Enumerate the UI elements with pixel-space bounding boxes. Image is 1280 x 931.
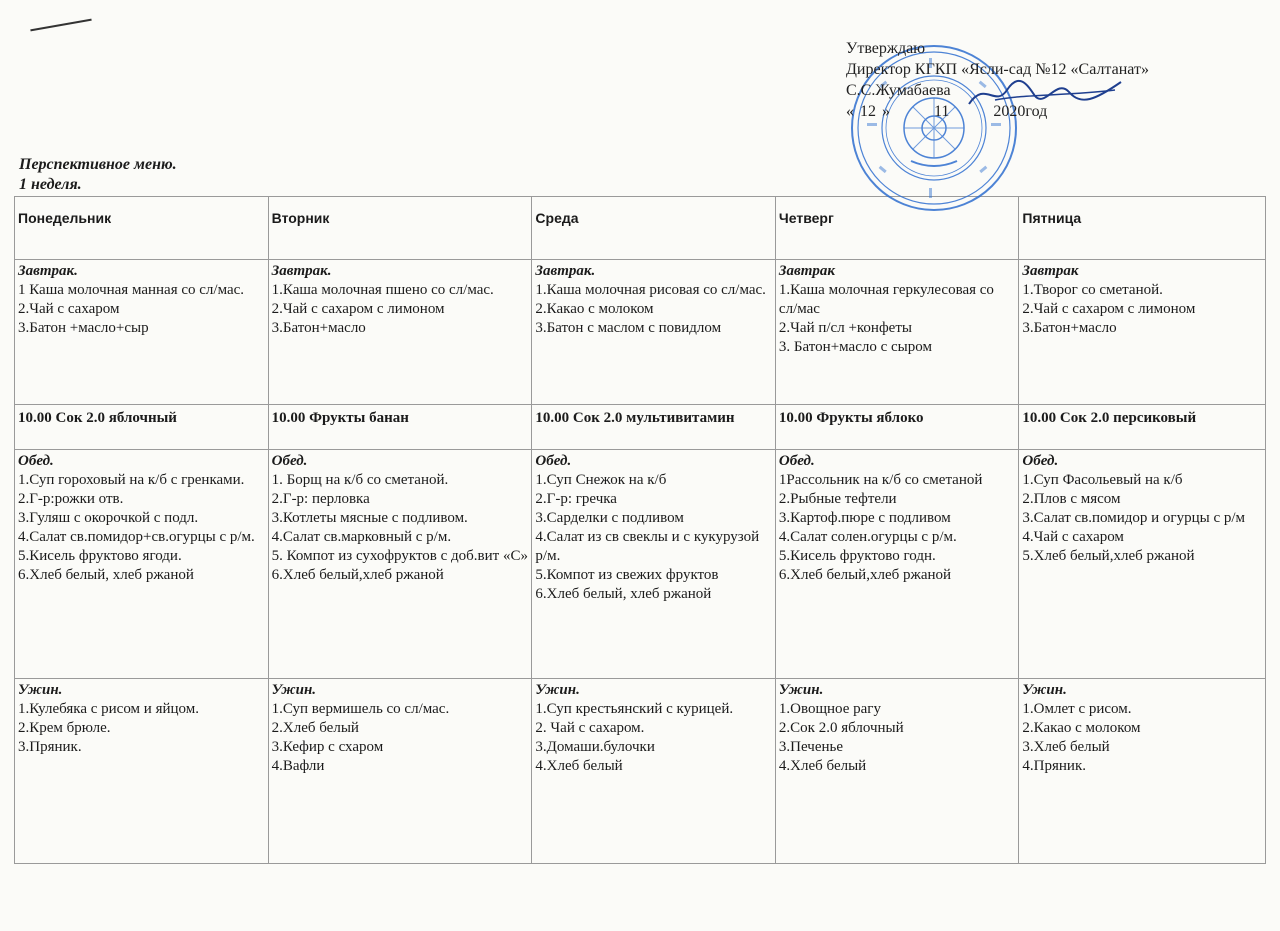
date-quote-close: » xyxy=(882,103,890,120)
meal-cell xyxy=(268,679,532,864)
menu-item: 3.Печенье xyxy=(778,739,844,755)
menu-item: 1.Омлет с рисом. xyxy=(1022,701,1132,717)
meal-title: Завтрак. xyxy=(535,263,596,279)
director-position: Директор КГКП «Ясли-сад №12 «Салтанат» xyxy=(846,61,1149,78)
menu-item: 1. Борщ на к/б со сметаной. xyxy=(271,472,449,488)
menu-item: 1.Суп крестьянский с курицей. xyxy=(535,701,734,717)
menu-item: 2.Чай с сахаром с лимоном xyxy=(271,301,445,317)
menu-item: 4.Вафли xyxy=(271,758,325,774)
meal-cell xyxy=(532,679,776,864)
meal-cell xyxy=(532,260,776,405)
date-year: 2020год xyxy=(993,103,1048,120)
date-month: 11 xyxy=(934,103,950,120)
menu-item: 4.Хлеб белый xyxy=(535,758,623,774)
menu-item: 3.Картоф.пюре с подливом xyxy=(778,510,951,526)
meal-title: Завтрак xyxy=(778,263,836,279)
day-header: Понедельник xyxy=(15,197,269,260)
menu-item: 6.Хлеб белый,хлеб ржаной xyxy=(778,567,952,583)
lunch-row xyxy=(15,450,1266,679)
day-header: Вторник xyxy=(268,197,532,260)
menu-item: 3.Гуляш с окорочкой с подл. xyxy=(18,510,199,526)
menu-item: 2.Рыбные тефтели xyxy=(778,491,897,507)
day-header: Пятница xyxy=(1019,197,1266,260)
meal-cell xyxy=(268,260,532,405)
director-name: С.С.Жумабаева xyxy=(846,82,951,99)
menu-item: 4.Пряник. xyxy=(1022,758,1086,774)
menu-item: 1.Суп Фасольевый на к/б xyxy=(1022,472,1183,488)
menu-item: 5. Компот из сухофруктов с доб.вит «С» xyxy=(271,548,528,564)
meal-title: Обед. xyxy=(271,453,308,469)
menu-item: 2.Г-р: гречка xyxy=(535,491,617,507)
menu-item: 3. Батон+масло с сыром xyxy=(778,339,932,355)
menu-item: 4.Чай с сахаром xyxy=(1022,529,1124,545)
menu-item: 1.Каша молочная пшено со сл/мас. xyxy=(271,282,494,298)
meal-title: Завтрак xyxy=(1022,263,1079,279)
menu-item: 4.Хлеб белый xyxy=(778,758,867,774)
breakfast-row xyxy=(15,260,1266,405)
meal-title: Обед. xyxy=(18,453,54,469)
meal-cell xyxy=(15,260,269,405)
approval-title: Утверждаю xyxy=(846,40,926,57)
date-day: 12 xyxy=(860,103,876,120)
menu-item: 1.Кулебяка с рисом и яйцом. xyxy=(18,701,199,717)
menu-item: 5.Компот из свежих фруктов xyxy=(535,567,719,583)
menu-item: 1Рассольник на к/б со сметаной xyxy=(778,472,983,488)
menu-item: 3.Батон с маслом с повидлом xyxy=(535,320,722,336)
meal-title: Обед. xyxy=(778,453,815,469)
director-signature-icon xyxy=(965,74,1125,114)
dinner-row xyxy=(15,679,1266,864)
meal-cell xyxy=(1019,450,1266,679)
menu-item: 4.Салат св.помидор+св.огурцы с р/м. xyxy=(18,529,255,545)
menu-item: 3.Сарделки с подливом xyxy=(535,510,684,526)
menu-item: 3.Батон+масло xyxy=(271,320,366,336)
menu-item: 1.Суп Снежок на к/б xyxy=(535,472,667,488)
meal-title: Ужин. xyxy=(18,682,63,698)
meal-title: Обед. xyxy=(1022,453,1059,469)
menu-item: 1 Каша молочная манная со сл/мас. xyxy=(18,282,245,298)
menu-item: 3.Батон+масло xyxy=(1022,320,1117,336)
menu-item: 1.Каша молочная геркулесовая со сл/мас xyxy=(778,282,994,317)
menu-item: 6.Хлеб белый, хлеб ржаной xyxy=(535,586,712,602)
menu-item: 3.Хлеб белый xyxy=(1022,739,1110,755)
meal-title: Завтрак. xyxy=(271,263,332,279)
menu-item: 2.Хлеб белый xyxy=(271,720,359,736)
menu-item: 2.Г-р: перловка xyxy=(271,491,370,507)
snack-cell: 10.00 Сок 2.0 яблочный xyxy=(15,405,269,450)
meal-cell xyxy=(775,679,1019,864)
meal-cell xyxy=(1019,679,1266,864)
menu-item: 2. Чай с сахаром. xyxy=(535,720,645,736)
menu-item: 2.Чай с сахаром с лимоном xyxy=(1022,301,1196,317)
menu-item: 2.Плов с мясом xyxy=(1022,491,1121,507)
meal-cell xyxy=(1019,260,1266,405)
date-quote-open: « xyxy=(846,103,854,120)
menu-item: 1.Суп вермишель со сл/мас. xyxy=(271,701,450,717)
menu-item: 3.Батон +масло+сыр xyxy=(18,320,149,336)
menu-item: 2.Чай п/сл +конфеты xyxy=(778,320,912,336)
menu-title: Перспективное меню. xyxy=(19,156,177,173)
meal-cell xyxy=(268,450,532,679)
day-header: Среда xyxy=(532,197,776,260)
menu-item: 2.Крем брюле. xyxy=(18,720,111,736)
menu-table xyxy=(14,196,1266,864)
menu-item: 1.Овощное рагу xyxy=(778,701,881,717)
meal-cell xyxy=(775,450,1019,679)
menu-item: 5.Кисель фруктово ягоди. xyxy=(18,548,182,564)
menu-week: 1 неделя. xyxy=(19,176,82,193)
meal-cell xyxy=(532,450,776,679)
menu-item: 3.Домаши.булочки xyxy=(535,739,655,755)
day-header-row xyxy=(15,197,1266,260)
menu-item: 3.Котлеты мясные с подливом. xyxy=(271,510,468,526)
menu-item: 2.Чай с сахаром xyxy=(18,301,120,317)
snack-cell: 10.00 Фрукты яблоко xyxy=(775,405,1019,450)
menu-item: 3.Кефир с схаром xyxy=(271,739,384,755)
snack-cell: 10.00 Сок 2.0 мультивитамин xyxy=(532,405,776,450)
menu-item: 6.Хлеб белый, хлеб ржаной xyxy=(18,567,194,583)
menu-heading xyxy=(19,155,177,195)
menu-item: 1.Творог со сметаной. xyxy=(1022,282,1163,298)
snack-row xyxy=(15,405,1266,450)
menu-item: 4.Салат солен.огурцы с р/м. xyxy=(778,529,957,545)
menu-item: 5.Кисель фруктово годн. xyxy=(778,548,936,564)
meal-title: Ужин. xyxy=(778,682,824,698)
day-header: Четверг xyxy=(775,197,1019,260)
menu-item: 2.Г-р:рожки отв. xyxy=(18,491,124,507)
menu-item: 6.Хлеб белый,хлеб ржаной xyxy=(271,567,444,583)
menu-item: 3.Салат св.помидор и огурцы с р/м xyxy=(1022,510,1246,526)
meal-title: Ужин. xyxy=(535,682,580,698)
snack-cell: 10.00 Фрукты банан xyxy=(268,405,532,450)
menu-item: 4.Салат св.марковный с р/м. xyxy=(271,529,452,545)
meal-cell xyxy=(15,450,269,679)
meal-cell xyxy=(775,260,1019,405)
menu-item: 3.Пряник. xyxy=(18,739,82,755)
menu-item: 1.Каша молочная рисовая со сл/мас. xyxy=(535,282,766,298)
menu-item: 2.Какао с молоком xyxy=(1022,720,1141,736)
snack-cell: 10.00 Сок 2.0 персиковый xyxy=(1019,405,1266,450)
scan-mark xyxy=(30,19,91,32)
meal-cell xyxy=(15,679,269,864)
meal-title: Обед. xyxy=(535,453,572,469)
meal-title: Ужин. xyxy=(271,682,317,698)
menu-item: 2.Какао с молоком xyxy=(535,301,654,317)
menu-item: 4.Салат из св свеклы и с кукурузой р/м. xyxy=(535,529,760,564)
menu-item: 2.Сок 2.0 яблочный xyxy=(778,720,904,736)
menu-item: 5.Хлеб белый,хлеб ржаной xyxy=(1022,548,1195,564)
meal-title: Завтрак. xyxy=(18,263,78,279)
meal-title: Ужин. xyxy=(1022,682,1067,698)
menu-item: 1.Суп гороховый на к/б с гренками. xyxy=(18,472,245,488)
